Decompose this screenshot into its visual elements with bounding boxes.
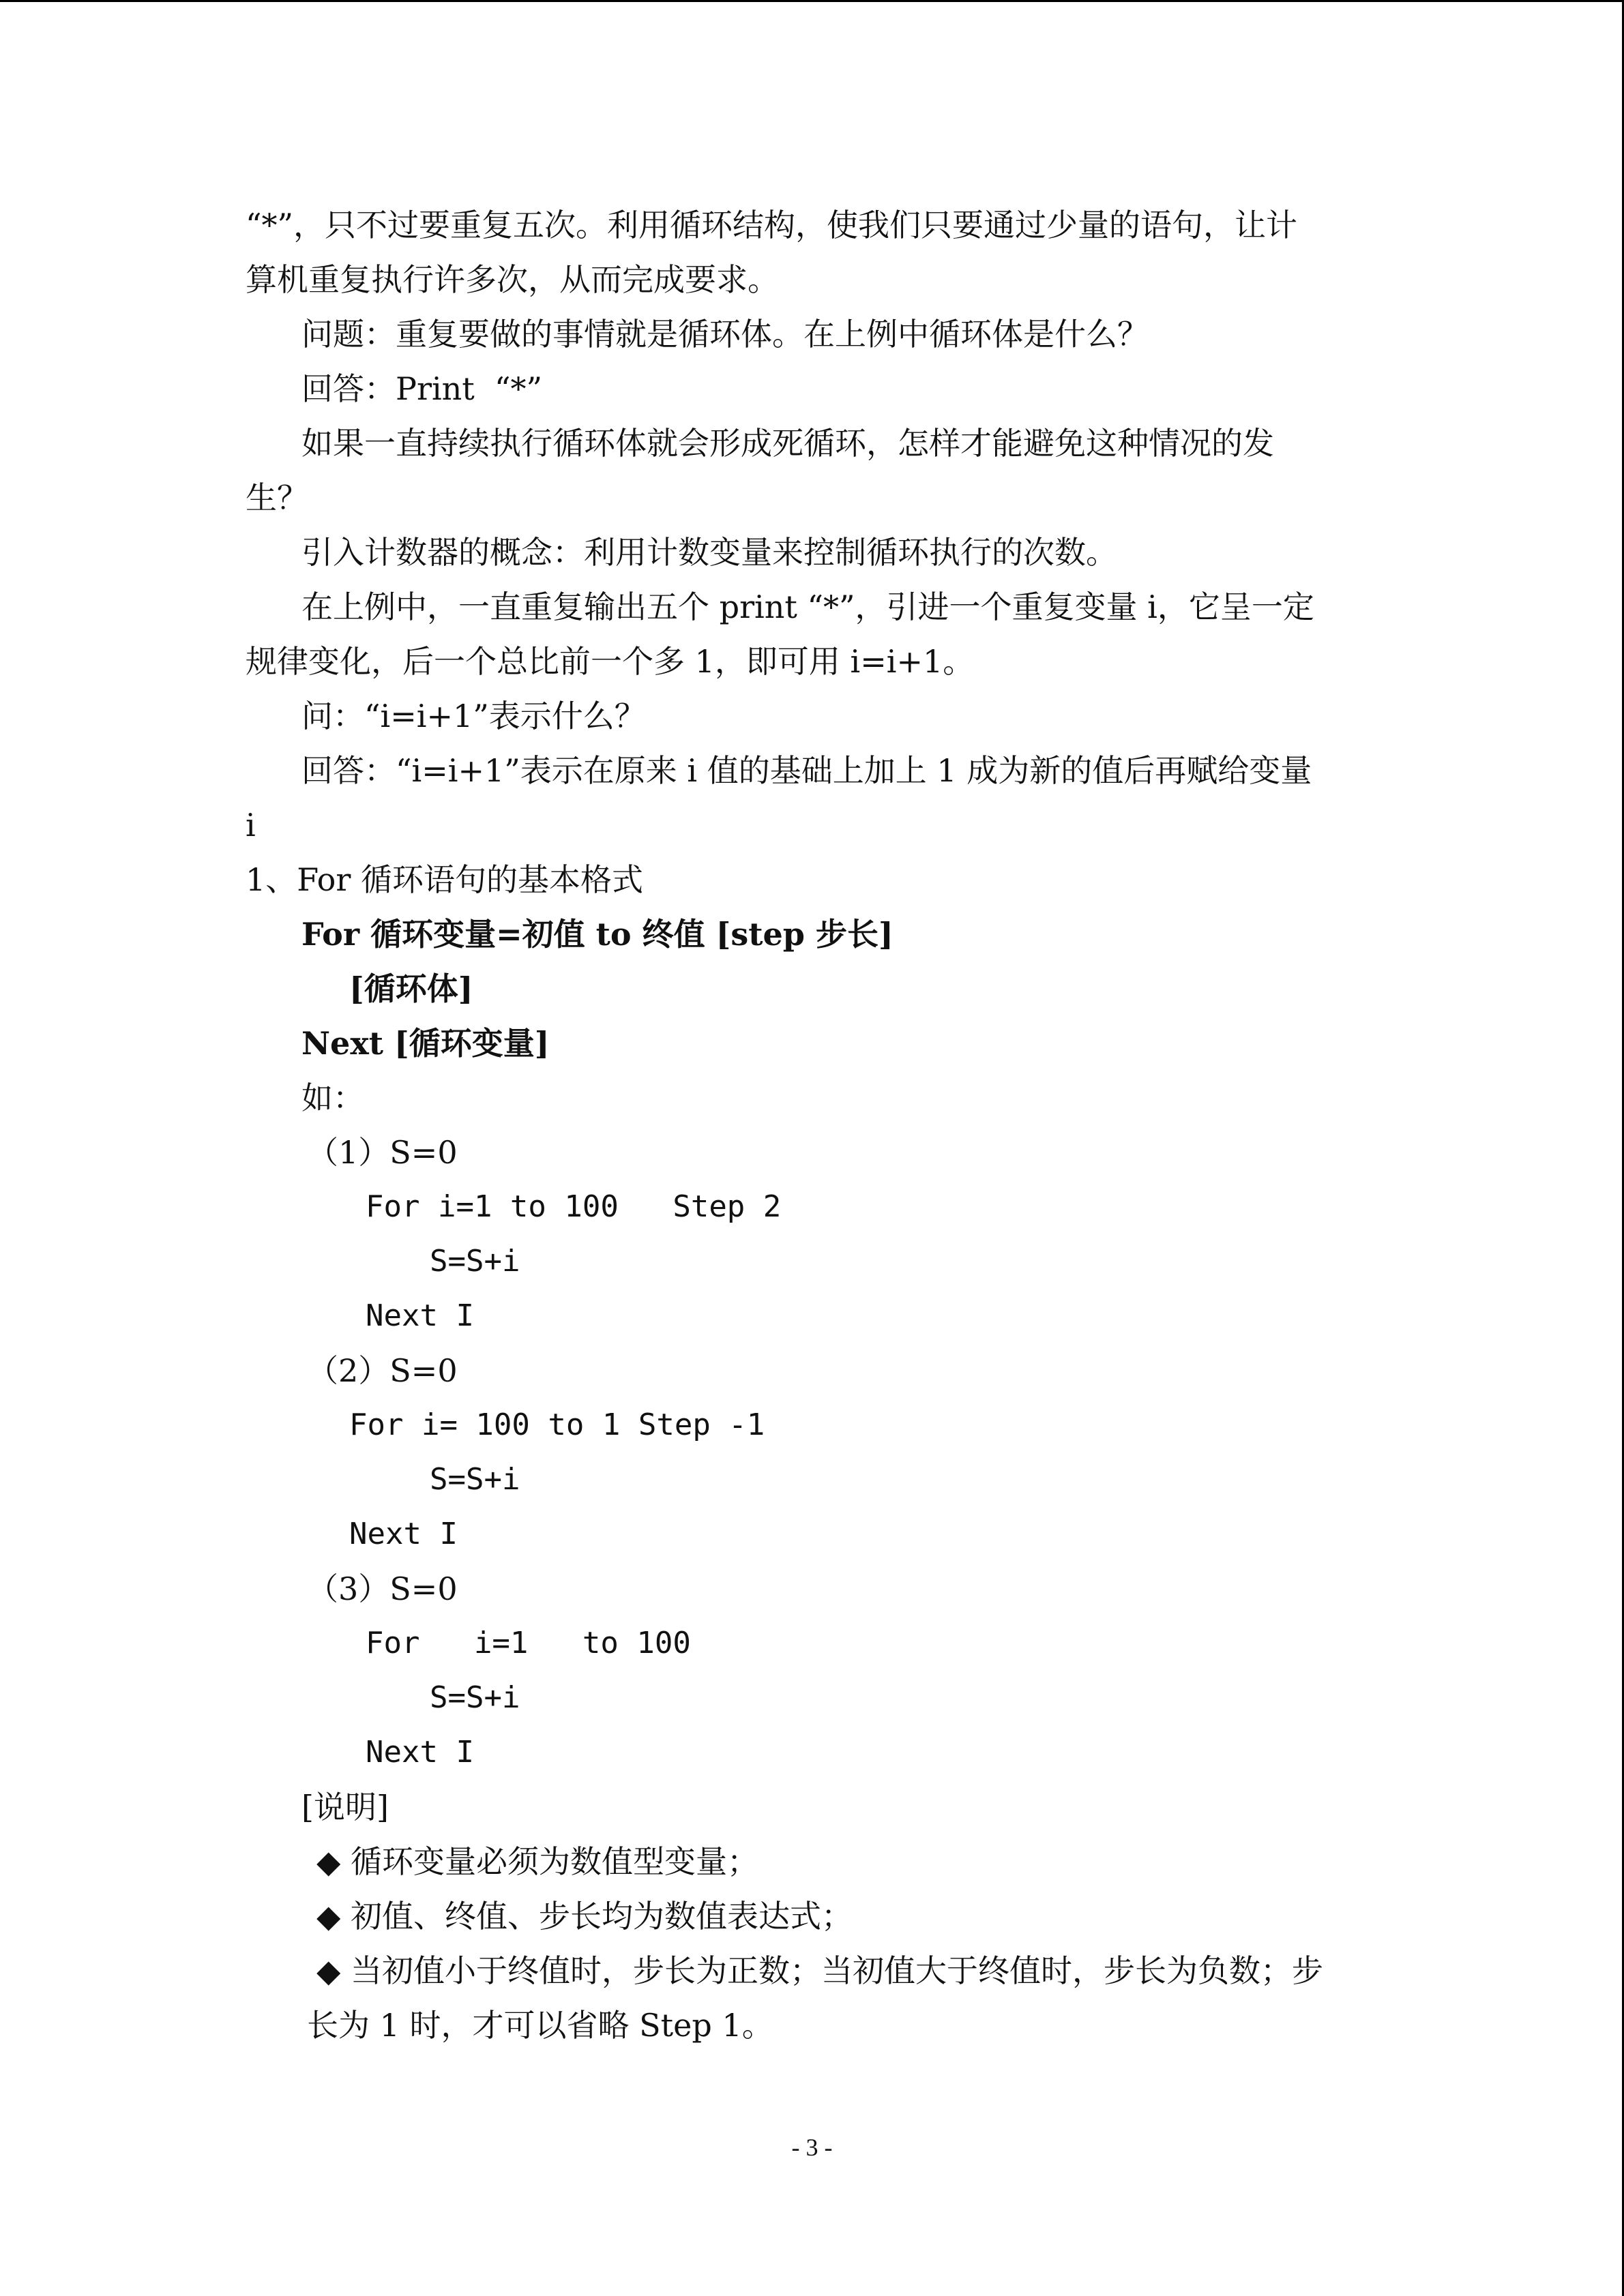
syntax-line: Next [循环变量]: [301, 1025, 550, 1062]
text-line: 生？: [246, 479, 308, 516]
code-line: Next I: [366, 1735, 474, 1770]
code-line: S=S+i: [430, 1680, 520, 1715]
code-line: Next I: [366, 1298, 474, 1333]
syntax-line: [循环体]: [349, 970, 473, 1007]
text-line: 引入计数器的概念：利用计数变量来控制循环执行的次数。: [301, 534, 1117, 571]
example-label: （1）S=0: [307, 1134, 458, 1171]
text-line: 问：“i=i+1”表示什么？: [301, 698, 646, 734]
text-line: “*”，只不过要重复五次。利用循环结构，使我们只要通过少量的语句，让计: [246, 207, 1298, 243]
page-number: - 3 -: [791, 2134, 833, 2161]
text-line: 如果一直持续执行循环体就会形成死循环，怎样才能避免这种情况的发: [301, 425, 1274, 462]
code-line: Next I: [349, 1517, 458, 1551]
example-label: （3）S=0: [307, 1570, 458, 1607]
bullet-item: ◆ 循环变量必须为数值型变量；: [316, 1843, 758, 1880]
note-heading: [说明]: [301, 1789, 389, 1825]
text-line: 规律变化，后一个总比前一个多 1，即可用 i=i+1。: [246, 643, 975, 680]
code-line: For i=1 to 100 Step 2: [366, 1189, 782, 1224]
text-line: i: [246, 807, 256, 844]
example-label: （2）S=0: [307, 1352, 458, 1389]
code-line: S=S+i: [430, 1244, 520, 1279]
code-line: For i= 100 to 1 Step -1: [349, 1407, 765, 1442]
syntax-line: For 循环变量=初值 to 终值 [step 步长]: [301, 916, 894, 953]
bullet-item: ◆ 当初值小于终值时，步长为正数；当初值大于终值时，步长为负数；步: [316, 1952, 1323, 1989]
bullet-item-continued: 长为 1 时，才可以省略 Step 1。: [307, 2007, 773, 2044]
bullet-item: ◆ 初值、终值、步长均为数值表达式；: [316, 1898, 853, 1935]
text-line: 问题：重复要做的事情就是循环体。在上例中循环体是什么？: [301, 316, 1149, 353]
text-line: 在上例中，一直重复输出五个 print “*”，引进一个重复变量 i，它呈一定: [301, 588, 1314, 625]
code-line: For i=1 to 100: [366, 1626, 691, 1660]
text-line: 回答：Print “*”: [301, 370, 543, 407]
code-line: S=S+i: [430, 1462, 520, 1497]
text-line: 回答：“i=i+1”表示在原来 i 值的基础上加上 1 成为新的值后再赋给变量: [301, 752, 1312, 789]
section-heading: 1、For 循环语句的基本格式: [246, 861, 643, 898]
text-line: 算机重复执行许多次，从而完成要求。: [246, 261, 779, 298]
top-border-line: [0, 0, 1624, 2]
document-body: [246, 198, 1391, 2053]
text-line: 如：: [301, 1079, 364, 1116]
